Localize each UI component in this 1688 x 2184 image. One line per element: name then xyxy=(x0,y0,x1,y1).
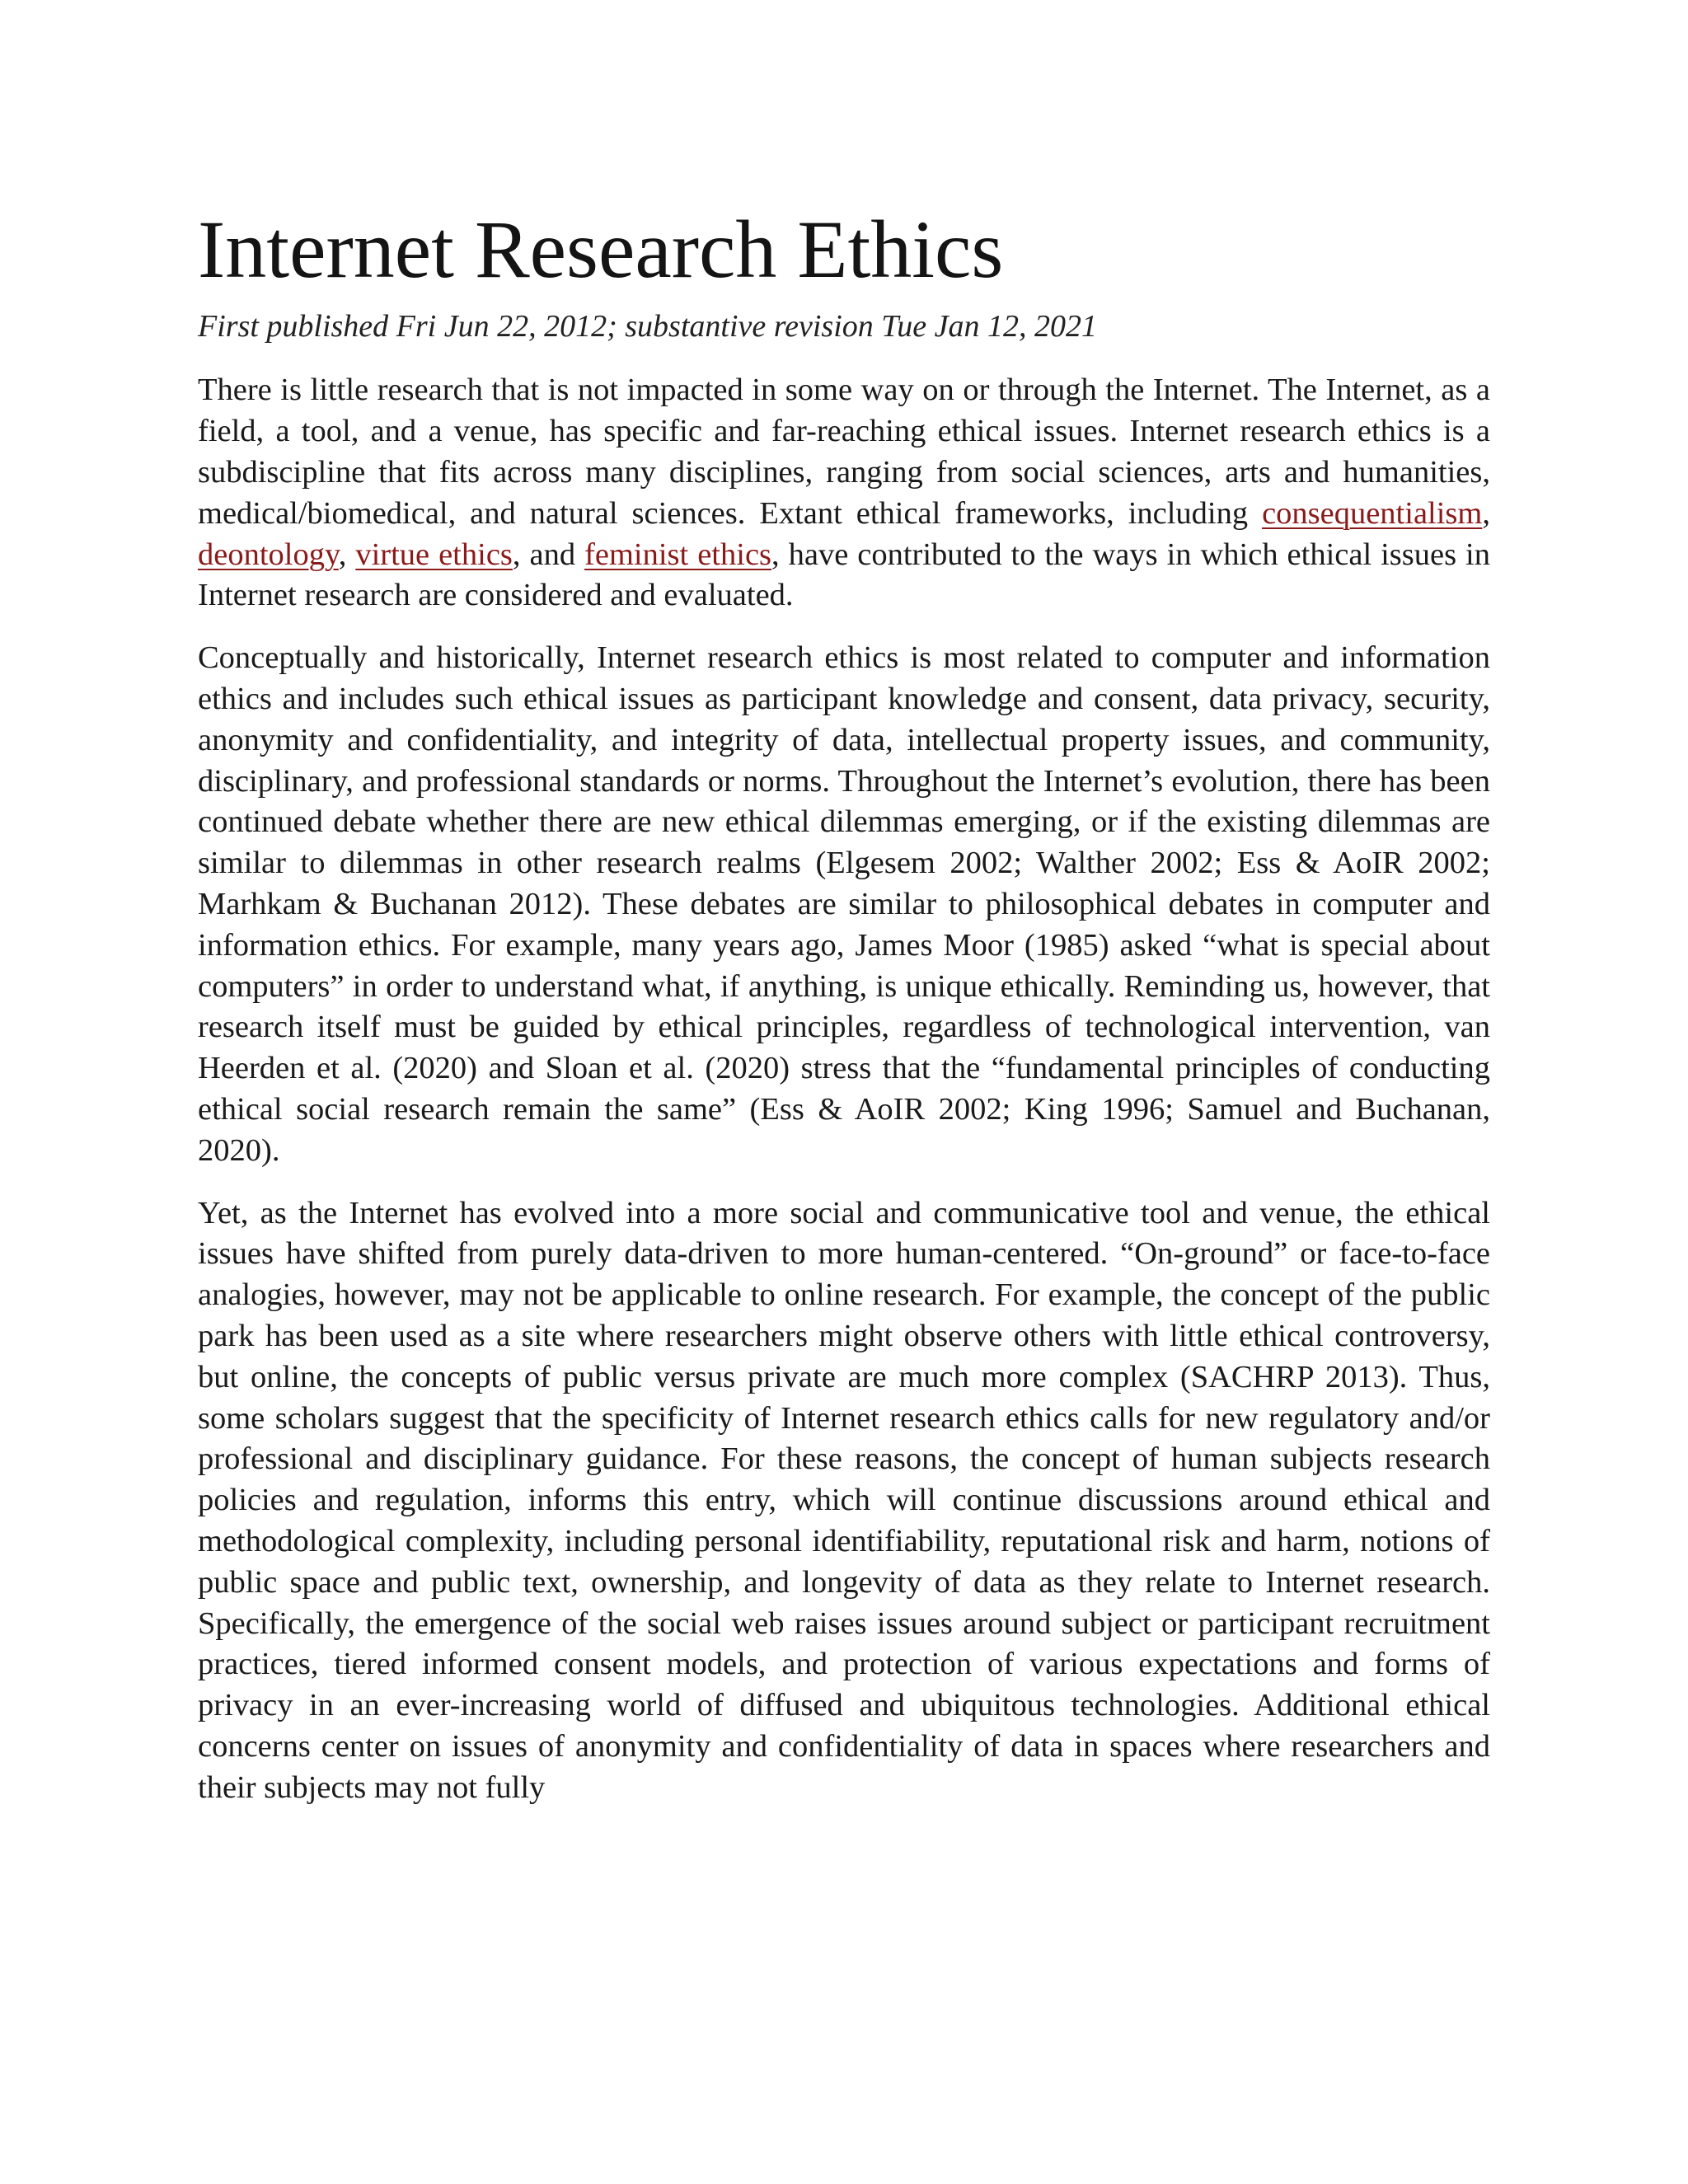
link-virtue-ethics[interactable]: virtue ethics xyxy=(355,537,513,572)
link-consequentialism[interactable]: consequentialism xyxy=(1262,495,1483,531)
paragraph-1-text-b: , have contributed to the ways in which ethical issues in Internet research are considered and evaluated. xyxy=(198,537,1491,613)
link-feminist-ethics[interactable]: feminist ethics xyxy=(584,537,772,572)
link-deontology[interactable]: deontology xyxy=(198,537,339,572)
paragraph-1 xyxy=(198,370,1490,616)
paragraph-1-sep-2: , xyxy=(338,537,356,572)
paragraph-3: Yet, as the Internet has evolved into a more social and communicative tool and venue, the ethical issues have shifted from purely data-driven to more human-centered. “On-ground” or face-to-face analogies, however, may not be applicable to online research. For example, the concept of the public park has been used as a site where researchers might observe others with little ethical controversy, but online, the concepts of public versus private are much more complex (SACHRP 2013). Thus, some scholars suggest that the specificity of Internet research ethics calls for new regulatory and/or professional and disciplinary guidance. For these reasons, the concept of human subjects research policies and regulation, informs this entry, which will continue discussions around ethical and methodological complexity, including personal identifiability, reputational risk and harm, notions of public space and public text, ownership, and longevity of data as they relate to Internet research. Specifically, the emergence of the social web raises issues around subject or participant recruitment practices, tiered informed consent models, and protection of various expectations and forms of privacy in an ever-increasing world of diffused and ubiquitous technologies. Additional ethical concerns center on issues of anonymity and confidentiality of data in spaces where researchers and their subjects may not fully xyxy=(198,1195,1490,1805)
document-page xyxy=(198,204,1490,1830)
paragraph-1-text-a: There is little research that is not impacted in some way on or through the Internet. The Internet, as a field, a tool, and a venue, has specific and far-reaching ethical issues. Internet research ethics is a subdiscipline that fits across many disciplines, ranging from social sciences, arts and humanities, medical/biomedical, and natural sciences. Extant ethical frameworks, including xyxy=(198,373,1490,531)
publication-info: First published Fri Jun 22, 2012; substantive revision Tue Jan 12, 2021 xyxy=(198,309,1098,344)
paragraph-1-sep-1: , xyxy=(1482,495,1490,531)
article-title: Internet Research Ethics xyxy=(198,204,1004,295)
paragraph-1-sep-3: , and xyxy=(512,537,585,572)
paragraph-2: Conceptually and historically, Internet research ethics is most related to computer and information ethics and includes such ethical issues as participant knowledge and consent, data privacy, security, anonymity and confidentiality, and integrity of data, intellectual property issues, and community, disciplinary, and professional standards or norms. Throughout the Internet’s evolution, there has been continued debate whether there are new ethical dilemmas emerging, or if the existing dilemmas are similar to dilemmas in other research realms (Elgesem 2002; Walther 2002; Ess & AoIR 2002; Marhkam & Buchanan 2012). These debates are similar to philosophical debates in computer and information ethics. For example, many years ago, James Moor (1985) asked “what is special about computers” in order to understand what, if anything, is unique ethically. Reminding us, however, that research itself must be guided by ethical principles, regardless of technological intervention, van Heerden et al. (2020) and Sloan et al. (2020) stress that the “fundamental principles of conducting ethical social research remain the same” (Ess & AoIR 2002; King 1996; Samuel and Buchanan, 2020). xyxy=(198,640,1490,1168)
